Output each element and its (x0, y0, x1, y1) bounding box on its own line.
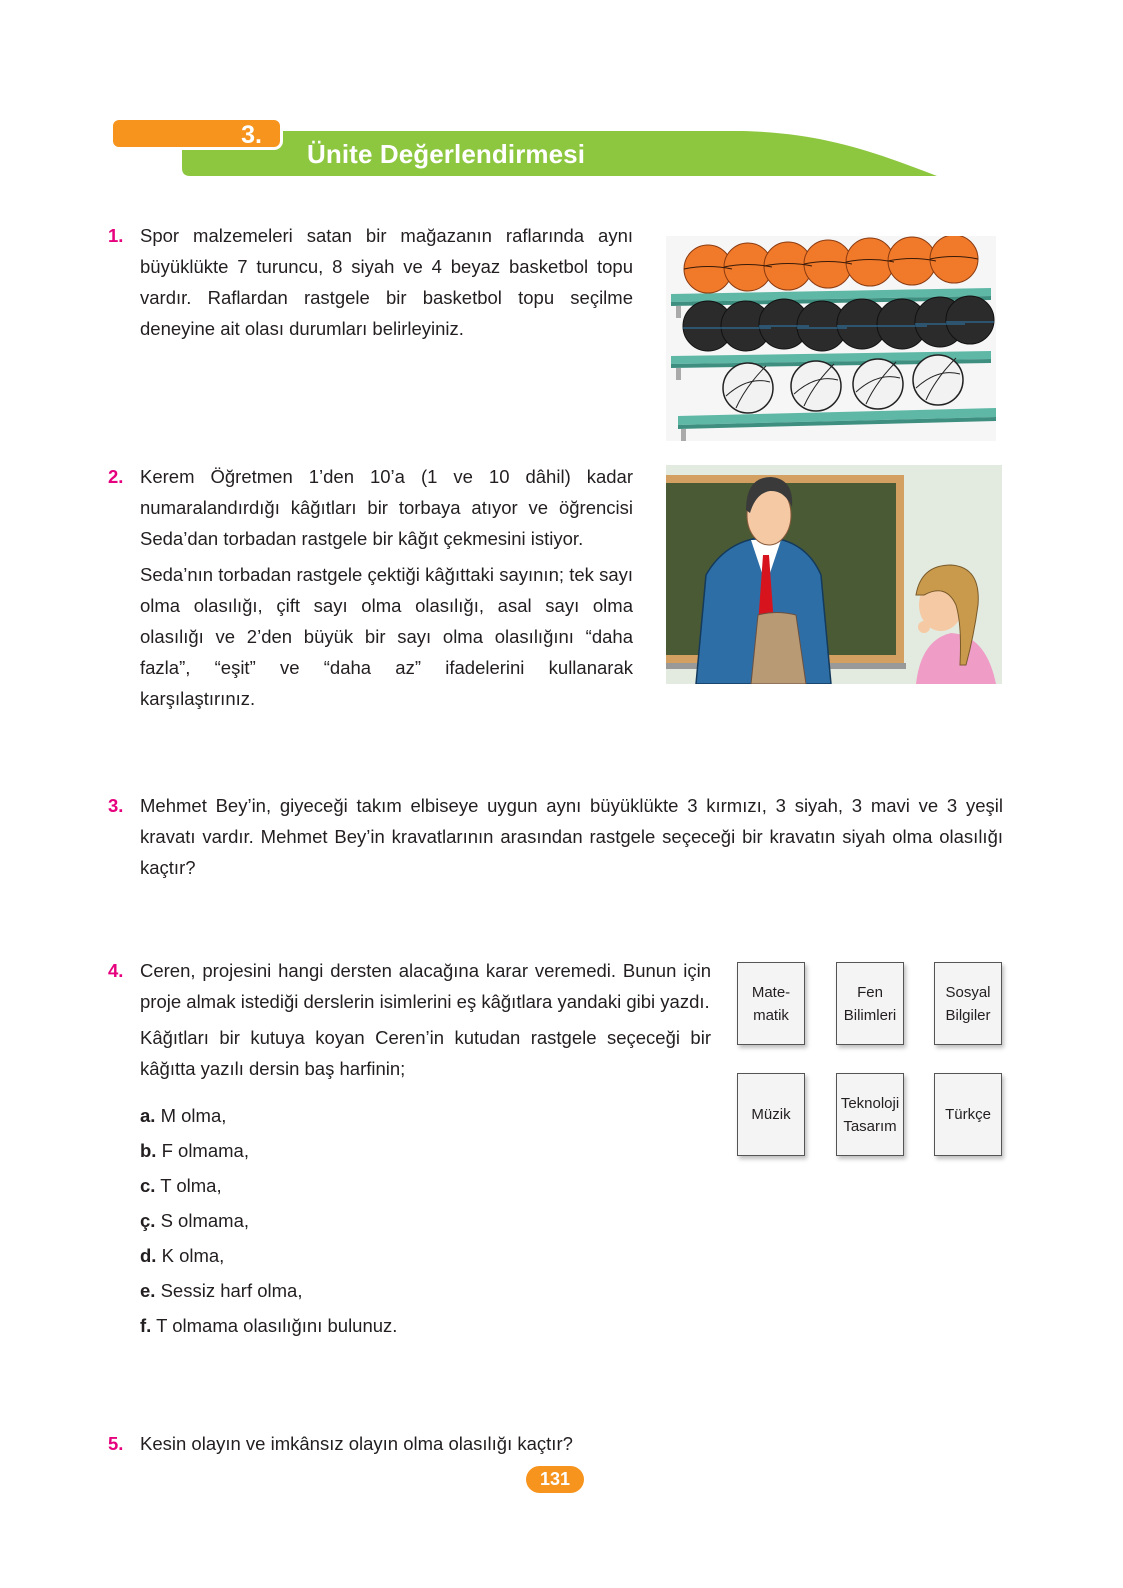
question-4 (108, 955, 711, 1343)
unit-number-tab (110, 117, 283, 150)
option-c: c. T olma, (140, 1175, 222, 1196)
question-text: Ceren, projesini hangi dersten alacağına karar veremedi. Bunun için proje almak istediği derslerin isimlerini eş kâğıtlara yandaki gibi yazdı. (140, 960, 711, 1012)
option-a: a. M olma, (140, 1105, 227, 1126)
question-number: 2. (108, 466, 124, 487)
option-d: d. K olma, (140, 1245, 225, 1266)
question-number: 4. (108, 960, 124, 981)
question-text: Spor malzemeleri satan bir mağazanın raflarında aynı büyüklükte 7 turuncu, 8 siyah ve 4 beyaz basketbol topu vardır. Raflardan rastgele bir basketbol topu seçilme deneyine ait olası durumları belirleyiniz. (140, 225, 633, 339)
subject-card-turkce: Türkçe (934, 1073, 1002, 1156)
question-text: Kâğıtları bir kutuya koyan Ceren’in kutudan rastgele seçeceği bir kâğıtta yazılı dersin baş harfinin; (140, 1027, 711, 1079)
question-1 (108, 220, 633, 344)
question-3 (108, 790, 1003, 883)
question-text: Kesin olayın ve imkânsız olayın olma olasılığı kaçtır? (140, 1433, 573, 1454)
question-number: 5. (108, 1433, 124, 1454)
option-f: f. T olmama olasılığını bulunuz. (140, 1315, 398, 1336)
answer-options (140, 1098, 711, 1343)
option-b: b. F olmama, (140, 1140, 249, 1161)
subject-card-fen-bilimleri: Fen Bilimleri (836, 962, 904, 1045)
unit-number: 3. (241, 121, 262, 149)
teacher-student-illustration (666, 465, 1002, 684)
question-number: 1. (108, 225, 124, 246)
subject-card-teknoloji-tasarim: Teknoloji Tasarım (836, 1073, 904, 1156)
subject-card-sosyal-bilgiler: Sosyal Bilgiler (934, 962, 1002, 1045)
basketball-shelves-illustration (666, 236, 996, 441)
page-number-badge: 131 (526, 1466, 584, 1493)
page-title: Ünite Değerlendirmesi (307, 139, 586, 169)
question-text: Seda’nın torbadan rastgele çektiği kâğıttaki sayının; tek sayı olma olasılığı, çift sayı olma olasılığı, asal sayı olma olasılığı ve 2’den büyük bir sayı olma olasılığını “daha fazla”, “eşit” ve “daha az” ifadelerini kullanarak karşılaştırınız. (140, 564, 633, 709)
question-text: Mehmet Bey’in, giyeceği takım elbiseye uygun aynı büyüklükte 3 kırmızı, 3 siyah, 3 mavi ve 3 yeşil kravatı vardır. Mehmet Bey’in kravatlarının arasından rastgele seçeceği bir kravatın siyah olma olasılığı kaçtır? (140, 795, 1003, 878)
question-number: 3. (108, 795, 124, 816)
option-e: e. Sessiz harf olma, (140, 1280, 303, 1301)
question-5 (108, 1428, 808, 1459)
subject-card-muzik: Müzik (737, 1073, 805, 1156)
option-cc: ç. S olmama, (140, 1210, 249, 1231)
subject-card-matematik: Mate- matik (737, 962, 805, 1045)
question-2 (108, 461, 633, 714)
question-text: Kerem Öğretmen 1’den 10’a (1 ve 10 dâhil) kadar numaralandırdığı kâğıtları bir torbaya atıyor ve öğrencisi Seda’dan torbadan rastgele bir kâğıt çekmesini istiyor. (140, 466, 633, 549)
